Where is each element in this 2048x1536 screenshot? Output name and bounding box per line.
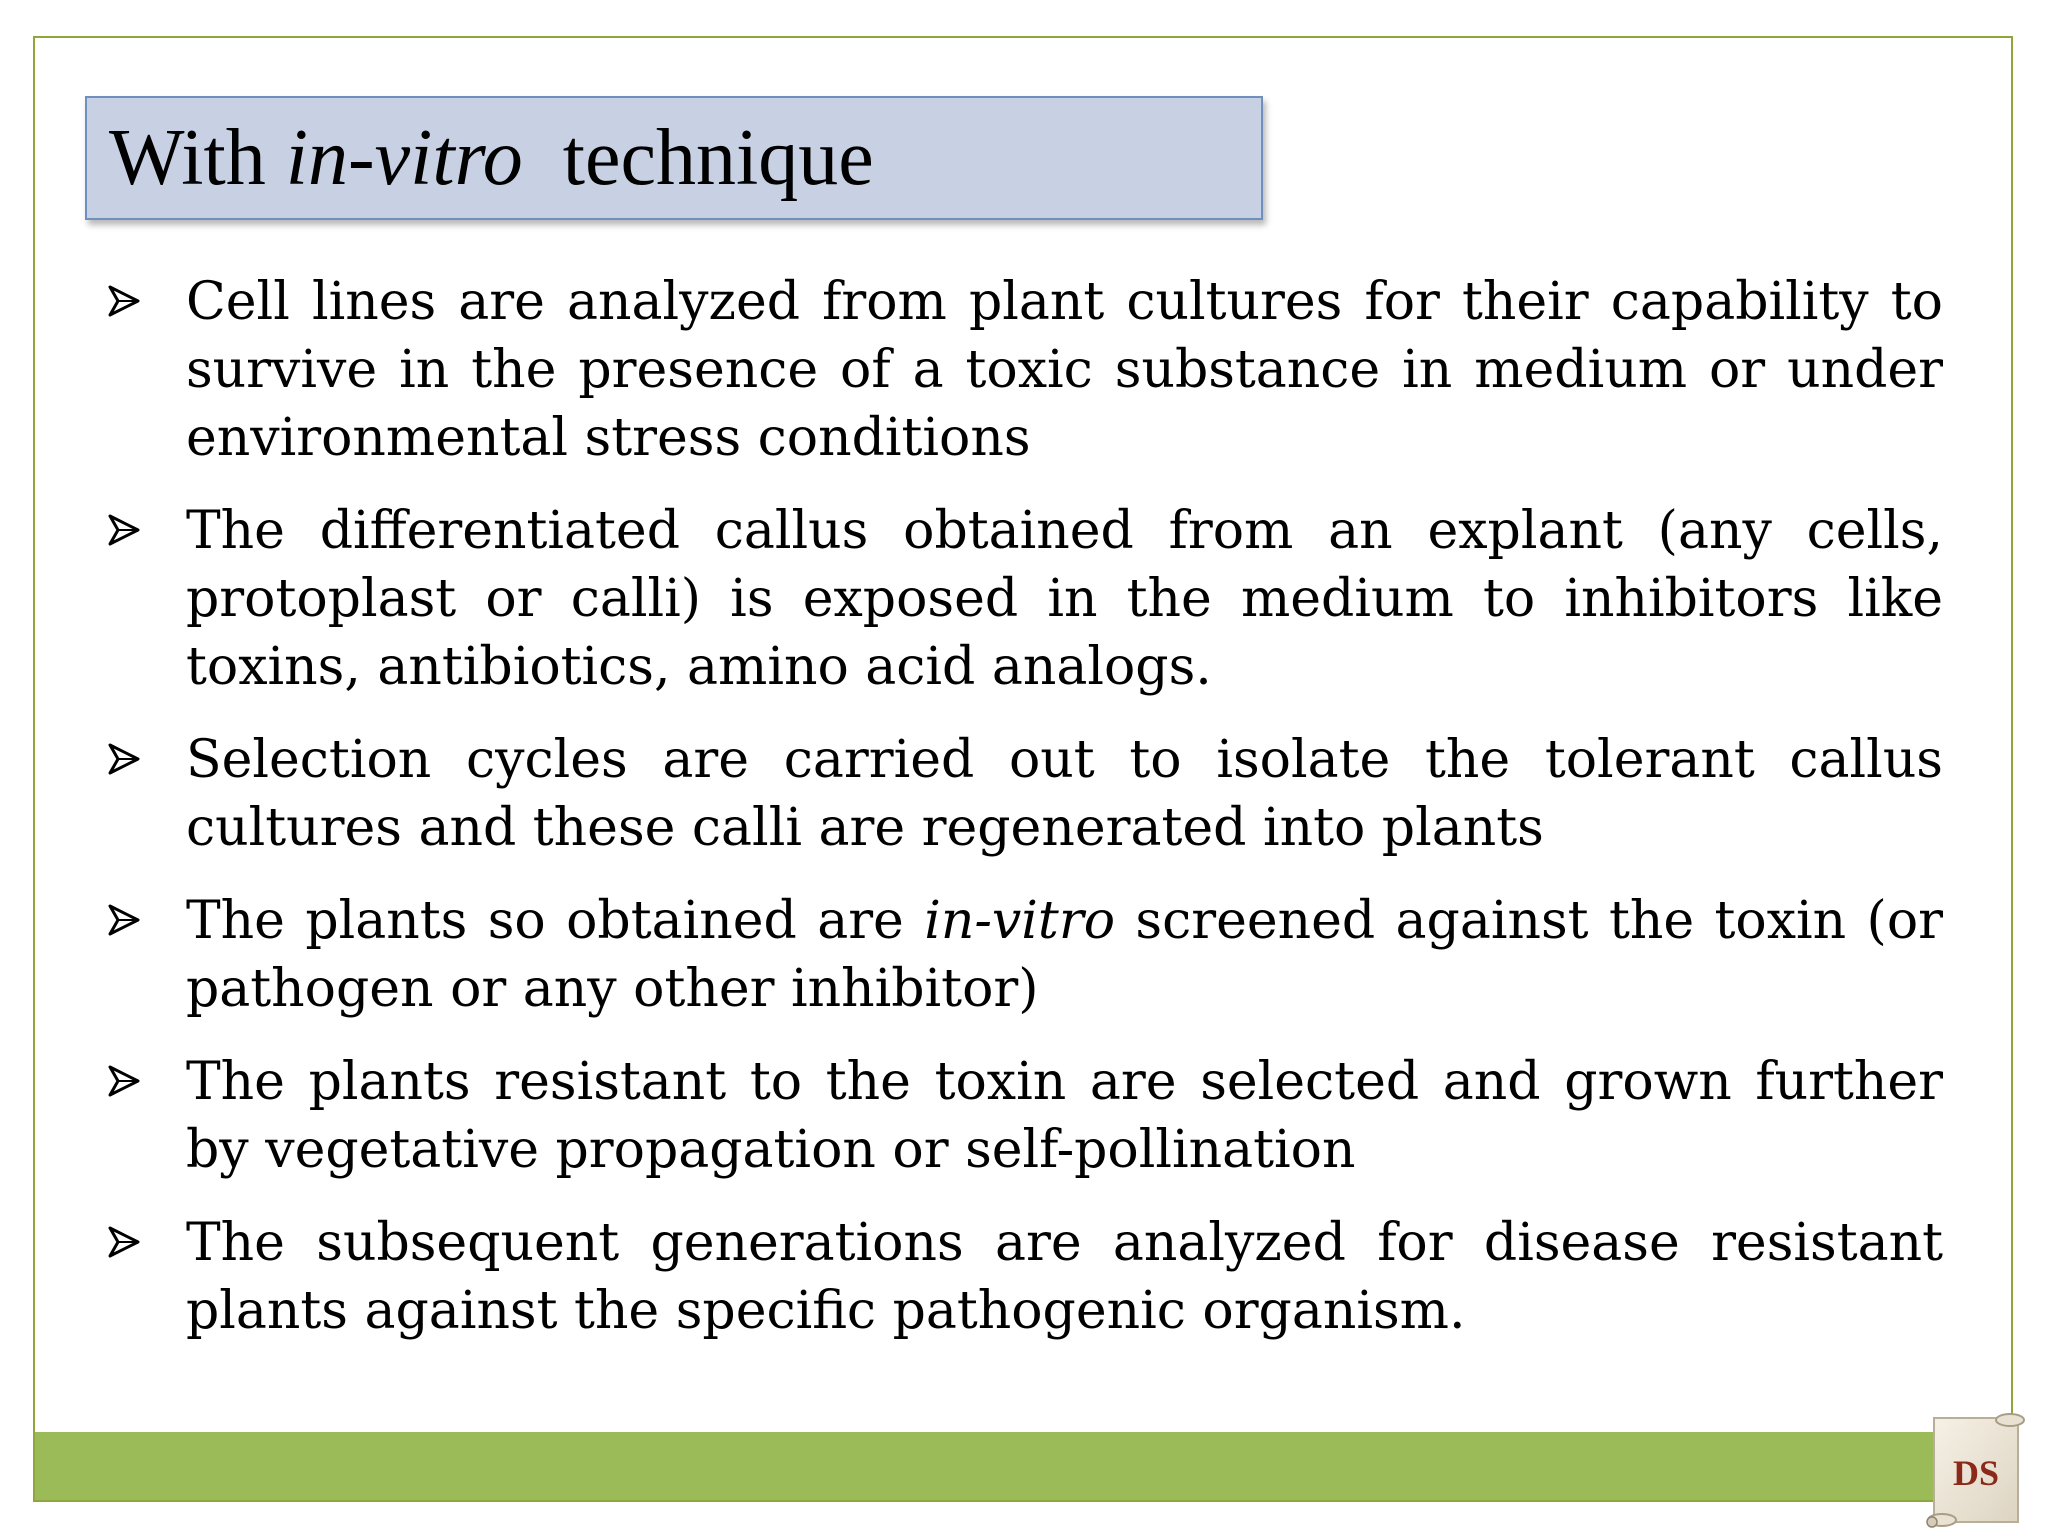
bullet-text-segment: The differentiated callus obtained from an explant (any cells, protoplast or calli) is exposed in the medium to inhibitors like toxins, antibiotics, amino acid analogs. <box>186 501 1943 697</box>
arrowhead-bullet-icon <box>105 268 145 336</box>
slide-title <box>109 108 874 208</box>
title-part-3: technique <box>522 114 874 202</box>
ds-logo <box>1920 1410 2030 1528</box>
bullet-text-segment: The plants resistant to the toxin are selected and grown further by vegetative propagation or self-pollination <box>186 1052 1943 1180</box>
bullet-text <box>186 501 1943 697</box>
bullet-item <box>105 497 1943 701</box>
bullet-text-segment: The subsequent generations are analyzed for disease resistant plants against the specific pathogenic organism. <box>186 1213 1943 1341</box>
title-italic-term: in-vitro <box>285 114 523 202</box>
bullet-item <box>105 1048 1943 1184</box>
scroll-logo-icon <box>1920 1410 2030 1528</box>
bullet-list <box>105 268 1943 1370</box>
bullet-item <box>105 726 1943 862</box>
bullet-text <box>186 730 1943 858</box>
bullet-text <box>186 1213 1943 1341</box>
bullet-text-segment: Cell lines are analyzed from plant cultures for their capability to survive in the presence of a toxic substance in medium or under environmental stress conditions <box>186 272 1943 468</box>
bullet-text-segment: Selection cycles are carried out to isolate the tolerant callus cultures and these calli are regenerated into plants <box>186 730 1943 858</box>
footer-bar <box>35 1432 2013 1500</box>
arrowhead-bullet-icon <box>105 1048 145 1116</box>
bullet-text-segment: The plants so obtained are <box>186 891 925 951</box>
title-part-1: With <box>109 114 286 202</box>
arrowhead-bullet-icon <box>105 497 145 565</box>
logo-text: DS <box>1952 1453 2000 1493</box>
bullet-text-segment: screened against the toxin (or pathogen or any other inhibitor) <box>186 891 1944 1019</box>
bullet-text <box>186 891 1943 1019</box>
title-box <box>85 96 1263 220</box>
bullet-italic-term: in-vitro <box>924 891 1115 951</box>
arrowhead-bullet-icon <box>105 887 145 955</box>
bullet-text <box>186 272 1943 468</box>
bullet-text <box>186 1052 1943 1180</box>
bullet-item <box>105 887 1943 1023</box>
arrowhead-bullet-icon <box>105 1209 145 1277</box>
bullet-item <box>105 1209 1943 1345</box>
bullet-item <box>105 268 1943 472</box>
arrowhead-bullet-icon <box>105 726 145 794</box>
